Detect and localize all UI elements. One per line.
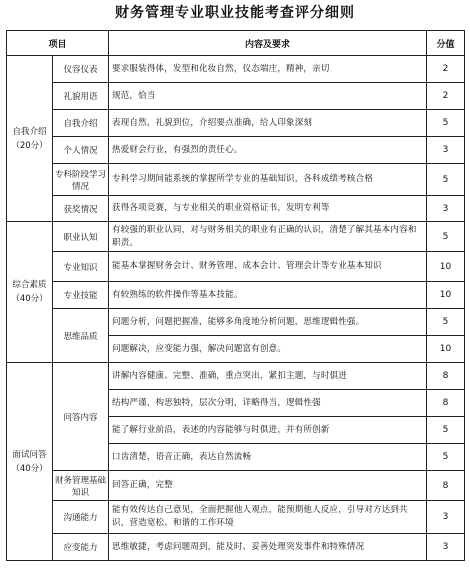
score-cell: 10: [427, 252, 465, 282]
item-cell: 问答内容: [53, 363, 109, 471]
content-cell: 问题分析，问题把握准，能够多角度地分析问题，思维逻辑性强。: [109, 309, 427, 336]
score-cell: 3: [427, 137, 465, 164]
score-cell: 3: [427, 534, 465, 561]
content-cell: 有较熟练的软件操作等基本技能。: [109, 282, 427, 309]
content-cell: 获得各项竞赛，与专业相关的职业资格证书，发明专利等: [109, 196, 427, 222]
category-cell: 综合素质（40分）: [7, 222, 53, 363]
content-cell: 表现自然，礼貌到位，介绍要点准确，给人印象深刻: [109, 110, 427, 137]
score-cell: 10: [427, 336, 465, 363]
item-cell: 仪容仪表: [53, 56, 109, 83]
table-row: [7, 164, 465, 196]
score-cell: 2: [427, 83, 465, 110]
table-row: [7, 56, 465, 83]
scoring-table: [6, 30, 465, 561]
category-cell: 自我介绍（20分）: [7, 56, 53, 222]
content-cell: 回答正确，完整: [109, 471, 427, 501]
score-cell: 8: [427, 471, 465, 501]
content-cell: 能基本掌握财务会计、财务管理、成本会计、管理会计等专业基本知识: [109, 252, 427, 282]
item-cell: 专业技能: [53, 282, 109, 309]
content-cell: 结构严谨，构思独特，层次分明，详略得当，逻辑性强: [109, 390, 427, 417]
table-row: [7, 110, 465, 137]
content-cell: 有较强的职业认同，对与财务相关的职业有正确的认识，清楚了解其基本内容和职责。: [109, 222, 427, 252]
content-cell: 专科学习期间能系统的掌握所学专业的基础知识，各科成绩考核合格: [109, 164, 427, 196]
header-score: 分值: [427, 31, 465, 56]
table-row: [7, 309, 465, 336]
content-cell: 能了解行业前沿，表述的内容能够与时俱进，并有所创新: [109, 417, 427, 444]
item-cell: 礼貌用语: [53, 83, 109, 110]
item-cell: 专科阶段学习情况: [53, 164, 109, 196]
score-cell: 5: [427, 222, 465, 252]
score-cell: 5: [427, 309, 465, 336]
header-project: 项目: [7, 31, 109, 56]
content-cell: 规范，恰当: [109, 83, 427, 110]
item-cell: 沟通能力: [53, 501, 109, 534]
item-cell: 思维品质: [53, 309, 109, 363]
score-cell: 3: [427, 196, 465, 222]
header-row: [7, 31, 465, 56]
item-cell: 财务管理基础知识: [53, 471, 109, 501]
category-cell: 面试问答（40分）: [7, 363, 53, 561]
table-row: [7, 83, 465, 110]
table-row: [7, 471, 465, 501]
table-row: [7, 282, 465, 309]
score-cell: 8: [427, 390, 465, 417]
table-row: [7, 137, 465, 164]
content-cell: 问题解决，应变能力强，解决问题富有创意。: [109, 336, 427, 363]
item-cell: 职业认知: [53, 222, 109, 252]
table-row: [7, 501, 465, 534]
page-title: 财务管理专业职业技能考查评分细则: [115, 5, 355, 21]
content-cell: 能有效传达自己意见，全面把握他人观点，能预期他人反应，引导对方达到共识，营造宽松、和谐的工作环境: [109, 501, 427, 534]
content-cell: 要求服装得体，发型和化妆自然，仪态端庄，精神，亲切: [109, 56, 427, 83]
content-cell: 思维敏捷，考虑问题周到，能及时、妥善处理突发事件和特殊情况: [109, 534, 427, 561]
score-cell: 10: [427, 282, 465, 309]
table-row: [7, 252, 465, 282]
table-row: [7, 222, 465, 252]
score-cell: 3: [427, 501, 465, 534]
score-cell: 2: [427, 56, 465, 83]
score-cell: 5: [427, 444, 465, 471]
table-row: [7, 196, 465, 222]
score-cell: 5: [427, 417, 465, 444]
header-content: 内容及要求: [109, 31, 427, 56]
score-cell: 5: [427, 164, 465, 196]
table-row: [7, 534, 465, 561]
content-cell: 口齿清楚，语音正确，表达自然流畅: [109, 444, 427, 471]
item-cell: 个人情况: [53, 137, 109, 164]
score-cell: 5: [427, 110, 465, 137]
item-cell: 应变能力: [53, 534, 109, 561]
content-cell: 讲解内容健康、完整、准确，重点突出，紧扣主题，与时俱进: [109, 363, 427, 390]
score-cell: 8: [427, 363, 465, 390]
item-cell: 获奖情况: [53, 196, 109, 222]
item-cell: 自我介绍: [53, 110, 109, 137]
item-cell: 专业知识: [53, 252, 109, 282]
table-row: [7, 363, 465, 390]
content-cell: 热爱财会行业，有强烈的责任心。: [109, 137, 427, 164]
